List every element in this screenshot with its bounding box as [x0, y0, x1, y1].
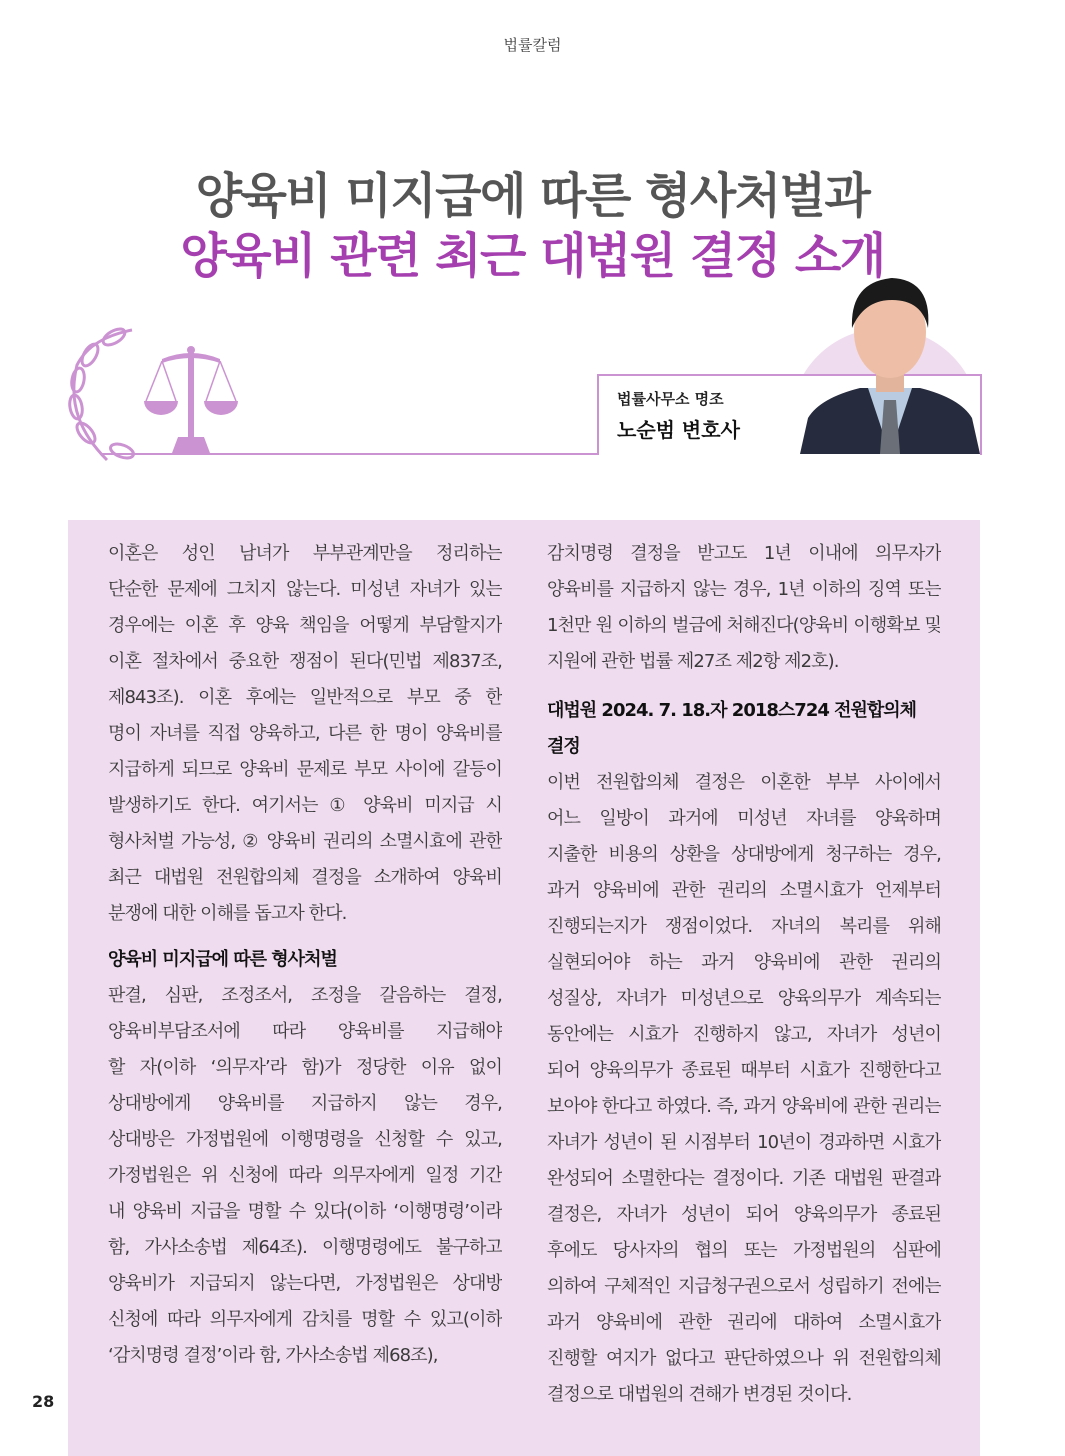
text-line: 완성되어 소멸한다는 결정이다. 기존 대법원 판결과: [547, 1168, 941, 1189]
text-line: 발생하기도 한다. 여기서는 ① 양육비 미지급 시: [108, 795, 502, 816]
text-line: 지원에 관한 법률 제27조 제2항 제2호).: [547, 651, 839, 672]
text-line: 성질상, 자녀가 미성년으로 양육의무가 계속되는: [547, 988, 941, 1009]
text-line: 보아야 한다고 하였다. 즉, 과거 양육비에 관한 권리는: [547, 1096, 941, 1117]
text-line: 1천만 원 이하의 벌금에 처해진다(양육비 이행확보 및: [547, 615, 941, 636]
text-line: 제843조). 이혼 후에는 일반적으로 부모 중 한: [108, 687, 502, 708]
text-line: 의하여 구체적인 지급청구권으로서 성립하기 전에는: [547, 1276, 941, 1297]
text-line: 결정은, 자녀가 성년이 되어 양육의무가 종료된: [547, 1204, 941, 1225]
text-line: 가정법원은 위 신청에 따라 의무자에게 일정 기간: [108, 1165, 502, 1186]
text-line: 상대방은 가정법원에 이행명령을 신청할 수 있고,: [108, 1129, 502, 1150]
right-column: [547, 536, 941, 1413]
text-line: 최근 대법원 전원합의체 결정을 소개하여 양육비: [108, 867, 502, 888]
text-line: 실현되어야 하는 과거 양육비에 관한 권리의: [547, 952, 941, 973]
text-line: 자녀가 성년이 된 시점부터 10년이 경과하면 시효가: [547, 1132, 941, 1153]
text-line: 내 양육비 지급을 명할 수 있다(이하 ‘이행명령’이라: [108, 1201, 502, 1222]
author-photo: [800, 270, 980, 454]
text-line: 이혼 절차에서 중요한 쟁점이 된다(민법 제837조,: [108, 651, 502, 672]
article-title-line1: 양육비 미지급에 따른 형사처벌과: [195, 168, 870, 224]
text-line: 진행되는지가 쟁점이었다. 자녀의 복리를 위해: [547, 916, 941, 937]
text-line: ‘감치명령 결정’이라 함, 가사소송법 제68조),: [108, 1345, 438, 1366]
text-line: 단순한 문제에 그치지 않는다. 미성년 자녀가 있는: [108, 579, 502, 600]
body-paragraph: [108, 978, 502, 1374]
section-heading: 대법원 2024. 7. 18.자 2018스724 전원합의체 결정: [547, 700, 917, 757]
text-line: 과거 양육비에 관한 권리에 대하여 소멸시효가: [547, 1312, 941, 1333]
text-line: 양육비부담조서에 따라 양육비를 지급해야: [108, 1021, 502, 1042]
text-line: 진행할 여지가 없다고 판단하였으나 위 전원합의체: [547, 1348, 941, 1369]
text-line: 상대방에게 양육비를 지급하지 않는 경우,: [108, 1093, 502, 1114]
text-line: 어느 일방이 과거에 미성년 자녀를 양육하며: [547, 808, 941, 829]
text-line: 양육비가 지급되지 않는다면, 가정법원은 상대방: [108, 1273, 502, 1294]
text-line: 신청에 따라 의무자에게 감치를 명할 수 있고(이하: [108, 1309, 502, 1330]
text-line: 함, 가사소송법 제64조). 이행명령에도 불구하고: [108, 1237, 502, 1258]
body-paragraph: [547, 765, 941, 1413]
text-line: 이혼은 성인 남녀가 부부관계만을 정리하는: [108, 543, 502, 564]
scales-of-justice-icon: [62, 325, 252, 465]
text-line: 되어 양육의무가 종료된 때부터 시효가 진행한다고: [547, 1060, 941, 1081]
text-line: 판결, 심판, 조정조서, 조정을 갈음하는 결정,: [108, 985, 502, 1006]
page-number: 28: [32, 1392, 55, 1411]
text-line: 감치명령 결정을 받고도 1년 이내에 의무자가: [547, 543, 941, 564]
text-line: 이번 전원합의체 결정은 이혼한 부부 사이에서: [547, 772, 941, 793]
text-line: 양육비를 지급하지 않는 경우, 1년 이하의 징역 또는: [547, 579, 941, 600]
section-heading: 양육비 미지급에 따른 형사처벌: [108, 949, 337, 970]
text-line: 할 자(이하 ‘의무자’라 함)가 정당한 이유 없이: [108, 1057, 502, 1078]
text-line: 지급하게 되므로 양육비 문제로 부모 사이에 갈등이: [108, 759, 502, 780]
text-line: 경우에는 이혼 후 양육 책임을 어떻게 부담할지가: [108, 615, 502, 636]
text-line: 후에도 당사자의 협의 또는 가정법원의 심판에: [547, 1240, 941, 1261]
section-label: 법률칼럼: [503, 36, 562, 54]
text-line: 동안에는 시효가 진행하지 않고, 자녀가 성년이: [547, 1024, 941, 1045]
intro-paragraph: [108, 536, 502, 932]
text-line: 명이 자녀를 직접 양육하고, 다른 한 명이 양육비를: [108, 723, 502, 744]
text-line: 형사처벌 가능성, ② 양육비 권리의 소멸시효에 관한: [108, 831, 502, 852]
article-title-line2: 양육비 관련 최근 대법원 결정 소개: [180, 228, 885, 284]
text-line: 과거 양육비에 관한 권리의 소멸시효가 언제부터: [547, 880, 941, 901]
text-line: 지출한 비용의 상환을 상대방에게 청구하는 경우,: [547, 844, 941, 865]
author-organization: 법률사무소 명조: [617, 390, 724, 408]
text-line: 분쟁에 대한 이해를 돕고자 한다.: [108, 903, 347, 924]
left-column: [108, 536, 502, 1374]
continued-paragraph: [547, 536, 941, 680]
text-line: 결정으로 대법원의 견해가 변경된 것이다.: [547, 1384, 852, 1405]
author-name: 노순범 변호사: [617, 418, 740, 442]
